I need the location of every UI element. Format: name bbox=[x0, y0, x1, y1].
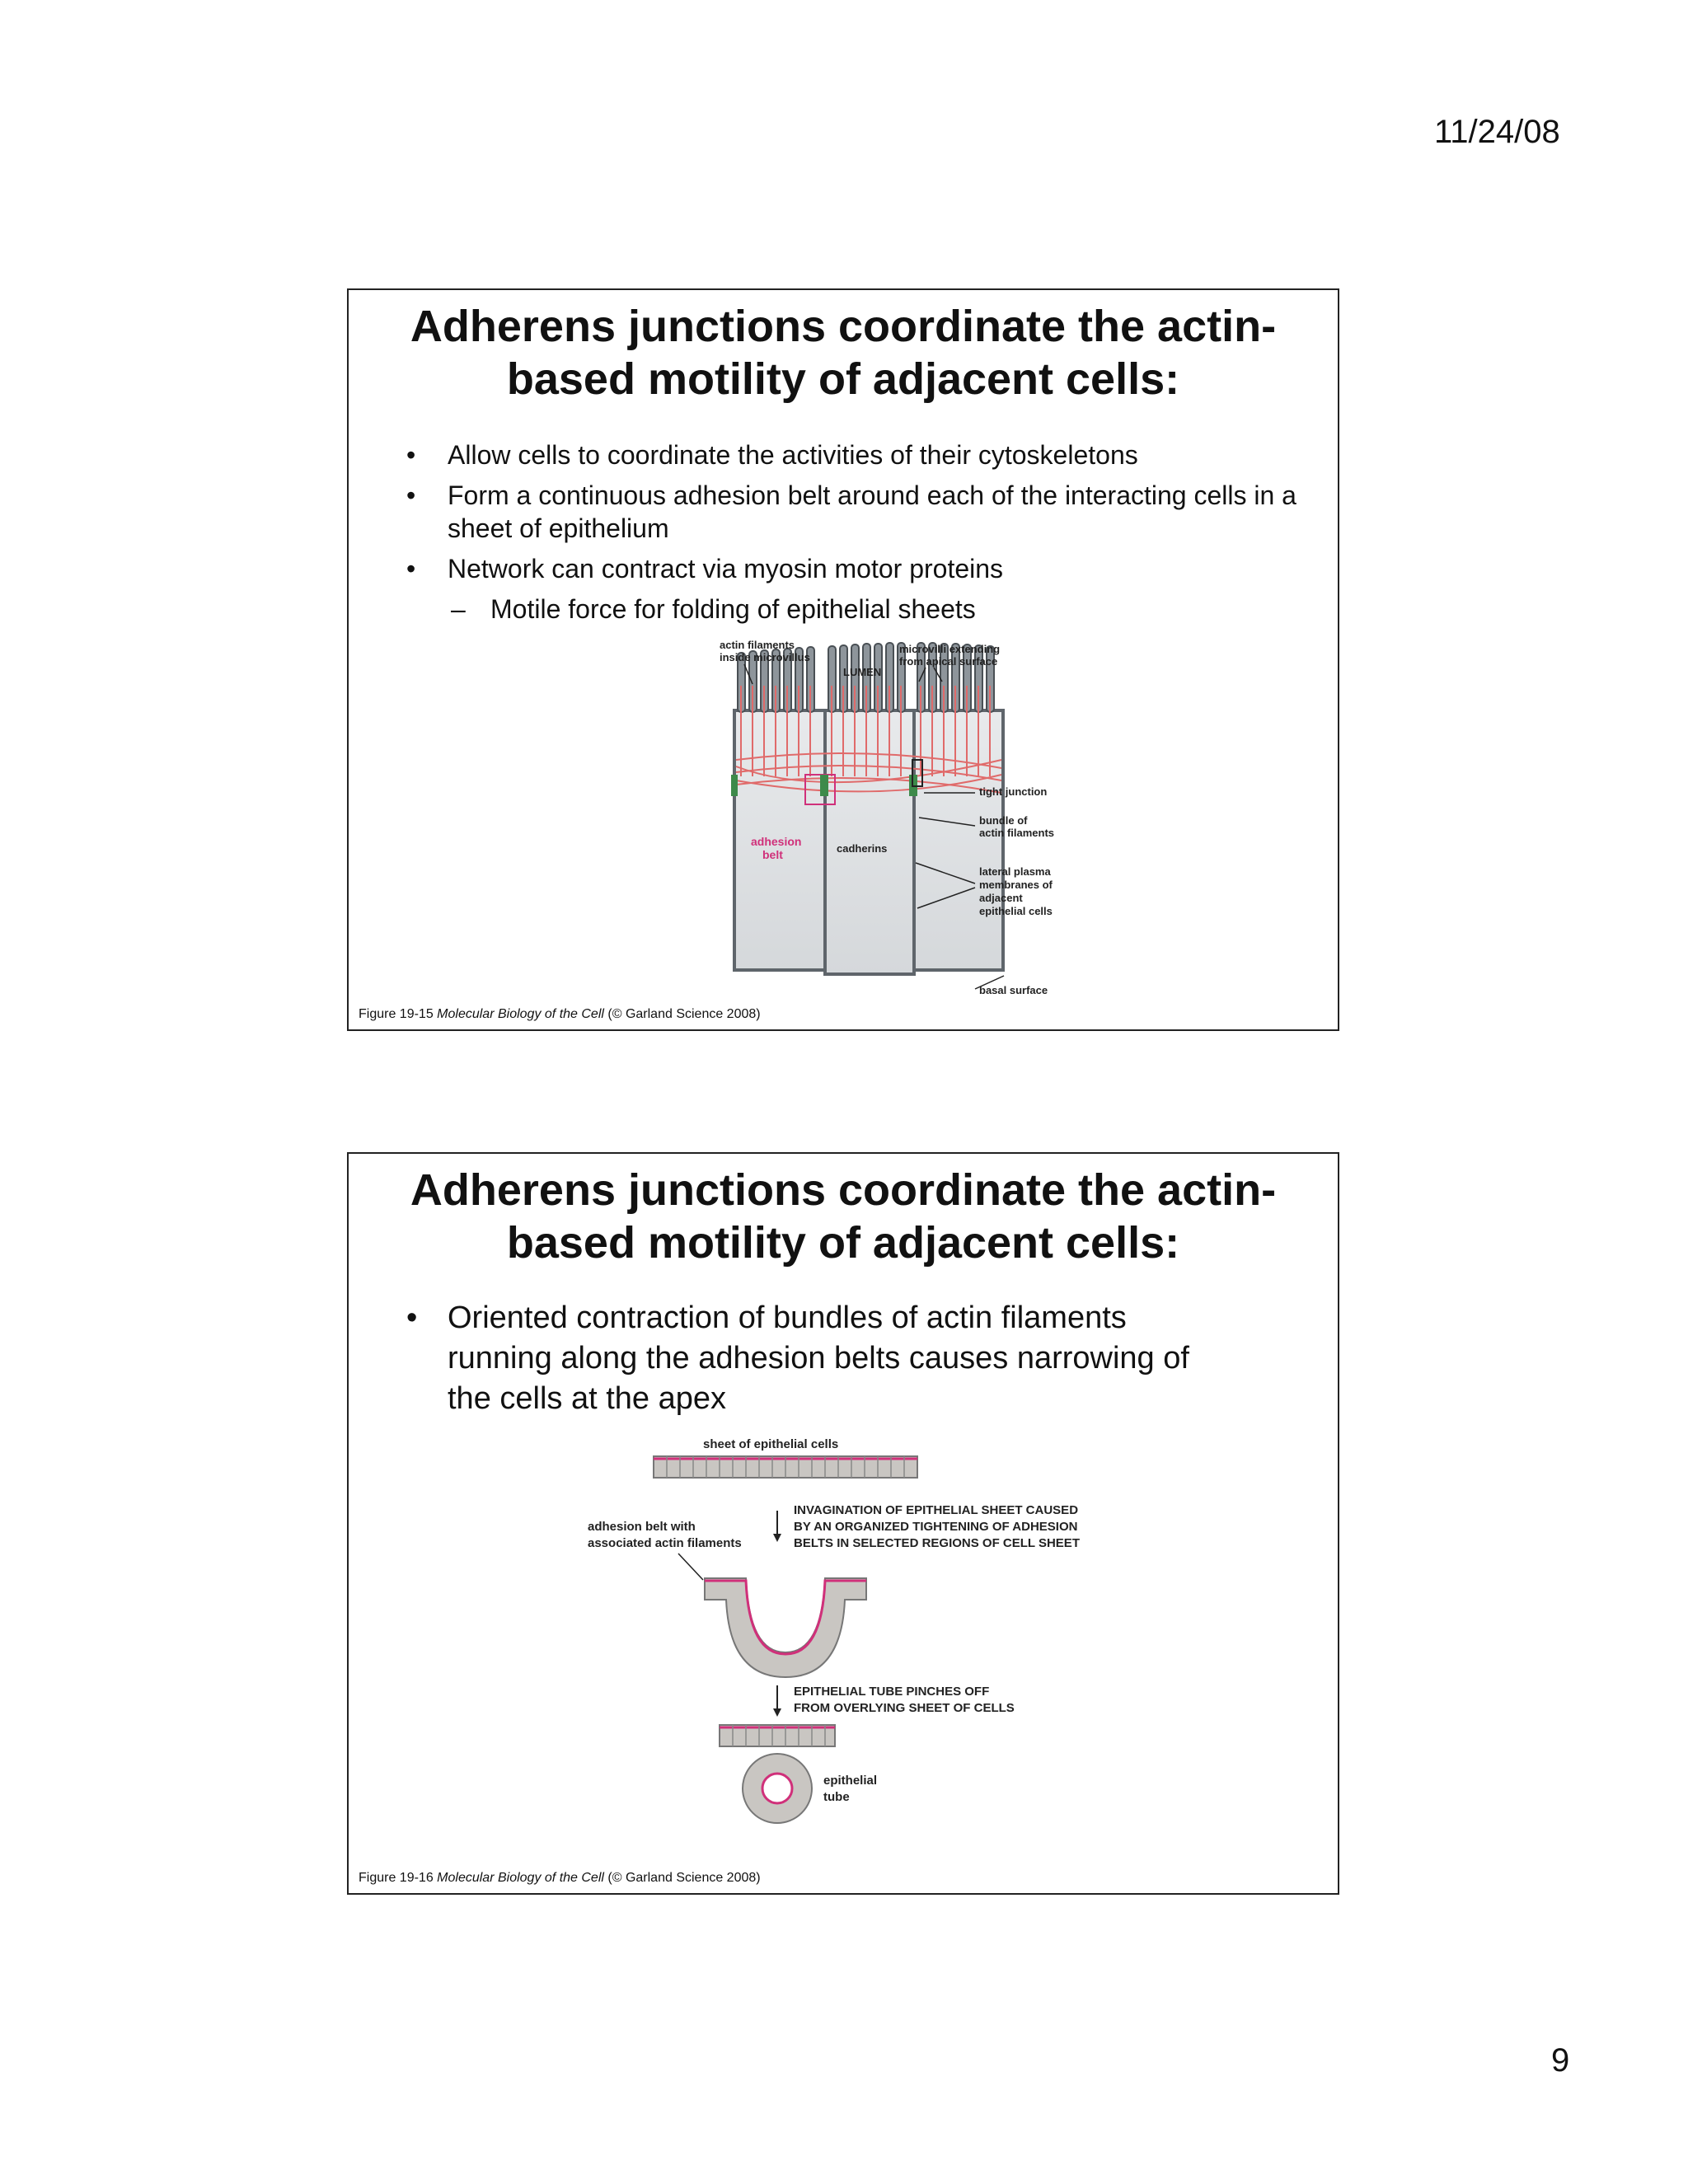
label-pinch-line1: EPITHELIAL TUBE PINCHES OFF bbox=[794, 1685, 990, 1699]
label-pinch-line2: FROM OVERLYING SHEET OF CELLS bbox=[794, 1701, 1015, 1715]
epithelium-figure bbox=[629, 636, 1055, 1007]
caption-suffix: (© Garland Science 2008) bbox=[603, 1007, 761, 1021]
label-belt-line1: adhesion belt with bbox=[588, 1520, 696, 1534]
arrow-1-head bbox=[773, 1534, 781, 1542]
slide-1-title-line2: based motility of adjacent cells: bbox=[506, 354, 1180, 404]
caption-prefix: Figure 19-15 bbox=[359, 1007, 438, 1021]
label-lateral-line3: adjacent bbox=[979, 892, 1023, 904]
bullet-item bbox=[406, 479, 1313, 545]
label-cadherins: cadherins bbox=[837, 842, 888, 855]
label-lateral-line2: membranes of bbox=[979, 879, 1053, 891]
sub-bullet-item bbox=[406, 593, 1313, 626]
caption-book-title: Molecular Biology of the Cell bbox=[437, 1871, 604, 1885]
bullet-item bbox=[406, 552, 1313, 585]
label-sheet: sheet of epithelial cells bbox=[703, 1437, 839, 1451]
label-actin-line1: actin filaments bbox=[720, 639, 795, 651]
slide-1-title bbox=[349, 300, 1338, 405]
label-lumen: LUMEN bbox=[843, 666, 882, 678]
label-tube-line2: tube bbox=[823, 1790, 850, 1804]
bullet-text: Oriented contraction of bundles of actin filaments running along the adhesion belts causes narrowing of the cells at the apex bbox=[448, 1301, 1189, 1416]
epithelial-tube-lumen bbox=[762, 1774, 792, 1803]
slide-2 bbox=[347, 1152, 1339, 1895]
slide-1-caption bbox=[359, 1007, 761, 1022]
slide-2-caption bbox=[359, 1871, 761, 1886]
label-adhesion-line2: belt bbox=[762, 848, 783, 861]
slide-2-bullet-list bbox=[406, 1298, 1231, 1419]
invagination-figure bbox=[555, 1438, 1082, 1834]
caption-prefix: Figure 19-16 bbox=[359, 1871, 438, 1885]
bullet-dot: • bbox=[406, 440, 416, 470]
epithelial-sheet bbox=[654, 1456, 917, 1478]
label-lateral-line1: lateral plasma bbox=[979, 865, 1051, 878]
label-invag-line2: BY AN ORGANIZED TIGHTENING OF ADHESION bbox=[794, 1520, 1078, 1534]
label-adhesion-line1: adhesion bbox=[751, 835, 802, 848]
bullet-text: Network can contract via myosin motor proteins bbox=[448, 554, 1004, 583]
label-basal: basal surface bbox=[979, 984, 1048, 996]
label-tube-line1: epithelial bbox=[823, 1774, 878, 1788]
bullet-text: Allow cells to coordinate the activities of their cytoskeletons bbox=[448, 440, 1138, 470]
slide-2-title-line1: Adherens junctions coordinate the actin- bbox=[410, 1165, 1277, 1215]
reformed-sheet bbox=[720, 1725, 835, 1746]
caption-book-title: Molecular Biology of the Cell bbox=[437, 1007, 604, 1021]
label-bundle-line2: actin filaments bbox=[979, 827, 1055, 839]
sub-bullet-dash: – bbox=[451, 594, 466, 624]
label-tight-junction: tight junction bbox=[979, 785, 1048, 798]
slide-1 bbox=[347, 288, 1339, 1031]
belt-leader-line bbox=[678, 1554, 703, 1580]
label-invag-line3: BELTS IN SELECTED REGIONS OF CELL SHEET bbox=[794, 1536, 1080, 1550]
bullet-dot: • bbox=[406, 1301, 418, 1335]
caption-suffix: (© Garland Science 2008) bbox=[603, 1871, 761, 1885]
label-microvilli-line1: microvilli extending bbox=[899, 643, 1001, 655]
label-invag-line1: INVAGINATION OF EPITHELIAL SHEET CAUSED bbox=[794, 1503, 1079, 1517]
arrow-2-head bbox=[773, 1708, 781, 1717]
label-microvilli-line2: from apical surface bbox=[899, 655, 998, 668]
slide-1-bullet-list bbox=[406, 438, 1313, 633]
date-header: 11/24/08 bbox=[1434, 114, 1560, 150]
bullet-text: Form a continuous adhesion belt around each of the interacting cells in a sheet of epithelium bbox=[448, 480, 1296, 543]
label-bundle-line1: bundle of bbox=[979, 814, 1028, 827]
invaginated-sheet bbox=[705, 1578, 866, 1677]
bullet-item bbox=[406, 1298, 1231, 1419]
label-belt-line2: associated actin filaments bbox=[588, 1536, 742, 1550]
label-actin-line2: inside microvillus bbox=[720, 651, 810, 663]
bullet-dot: • bbox=[406, 480, 416, 510]
sub-bullet-text: Motile force for folding of epithelial sheets bbox=[490, 594, 976, 624]
slide-1-title-line1: Adherens junctions coordinate the actin- bbox=[410, 302, 1277, 351]
bullet-dot: • bbox=[406, 554, 416, 583]
label-lateral-line4: epithelial cells bbox=[979, 905, 1053, 917]
bullet-item bbox=[406, 438, 1313, 471]
page-number: 9 bbox=[1551, 2042, 1570, 2079]
slide-2-title-line2: based motility of adjacent cells: bbox=[506, 1218, 1180, 1268]
slide-2-title bbox=[349, 1164, 1338, 1269]
